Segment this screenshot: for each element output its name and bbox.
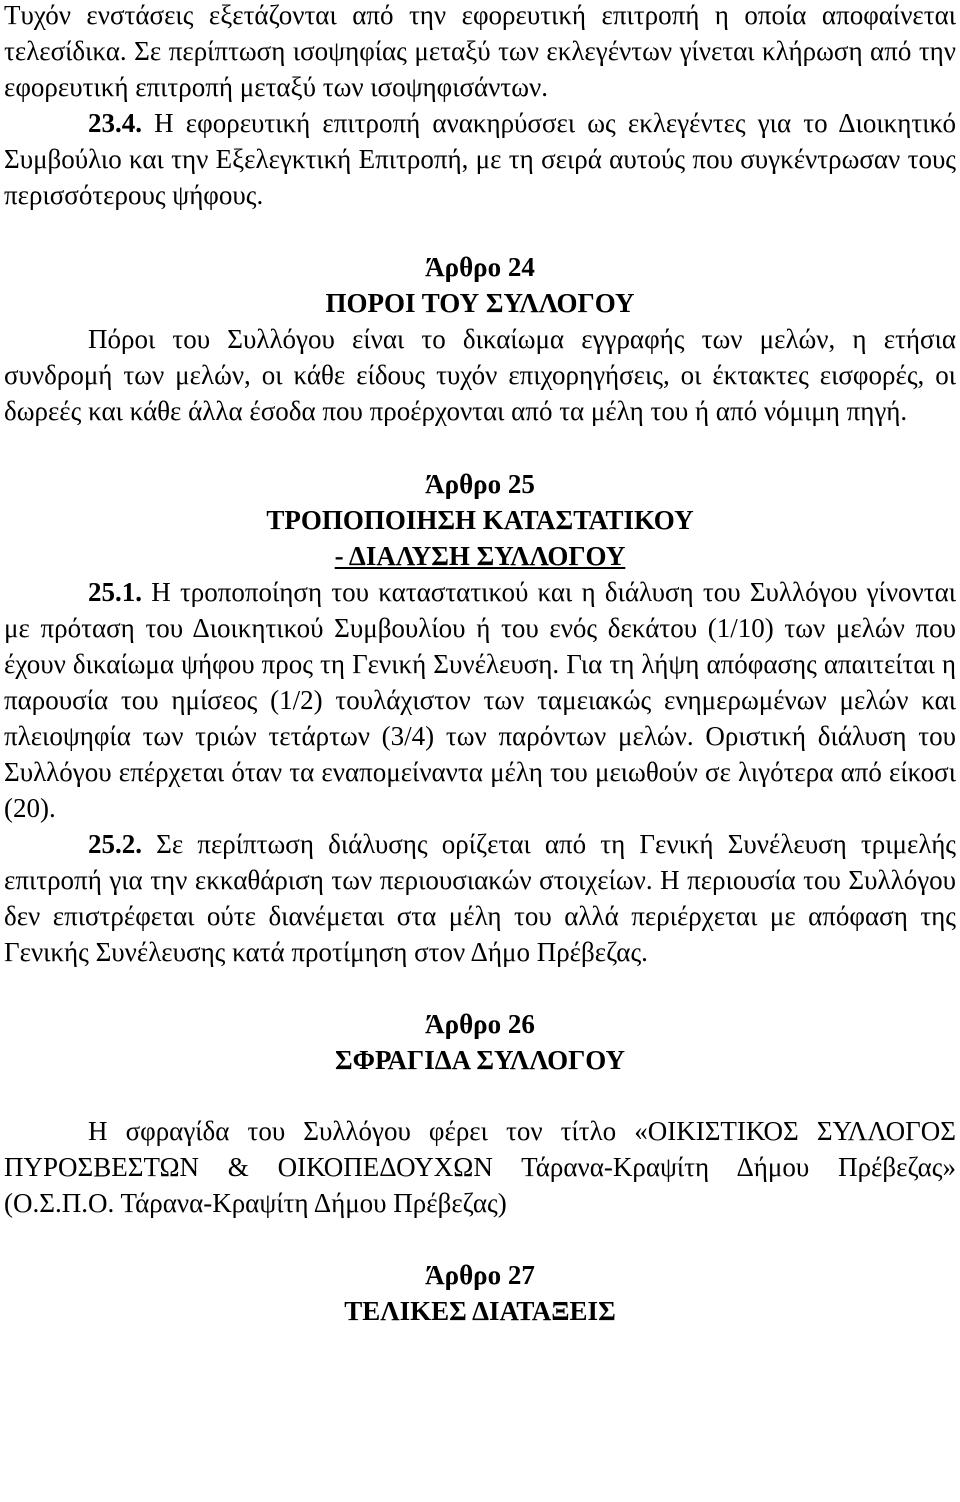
clause-text: Σε περίπτωση διάλυσης ορίζεται από τη Γενική Συνέλευση τριμελής επιτροπή για την εκκαθάριση των περιουσιακών στοιχείων. Η περιουσία του Συλλόγου δεν επιστρέφεται ούτε διανέμεται στα μέλη του αλλά περιέρχεται με απόφαση της Γενικής Συνέλευσης κατά προτίμηση στον Δήμο Πρέβεζας. (4, 829, 956, 967)
article-25-title-line2: - ΔΙΑΛΥΣΗ ΣΥΛΛΟΓΟΥ (334, 541, 626, 571)
article-27-title: ΤΕΛΙΚΕΣ ΔΙΑΤΑΞΕΙΣ (344, 1296, 616, 1326)
clause-number: 25.1. (88, 577, 142, 607)
article-26-heading: Άρθρο 26 (425, 1009, 535, 1039)
article-26-title: ΣΦΡΑΓΙΔΑ ΣΥΛΛΟΓΟΥ (334, 1045, 626, 1075)
article-24-text: Πόροι του Συλλόγου είναι το δικαίωμα εγγραφής των μελών, η ετήσια συνδρομή των μελών, οι κάθε είδους τυχόν επιχορηγήσεις, οι έκτακτες εισφορές, οι δωρεές και κάθε άλλα έσοδα που προέρχονται από τα μέλη του ή από νόμιμη πηγή. (4, 324, 956, 426)
paragraph-objections: Τυχόν ενστάσεις εξετάζονται από την εφορευτική επιτροπή η οποία αποφαίνεται τελεσίδικα. Σε περίπτωση ισοψηφίας μεταξύ των εκλεγέντων γίνεται κλήρωση από την εφορευτική επιτροπή μεταξύ των ισοψηφισάντων. (4, 0, 956, 102)
paragraph-25-1 (4, 574, 956, 826)
paragraph-23-4 (4, 105, 956, 213)
article-25-heading: Άρθρο 25 (425, 469, 535, 499)
article-27-heading: Άρθρο 27 (425, 1260, 535, 1290)
article-24-heading: Άρθρο 24 (425, 252, 535, 282)
paragraph-25-2 (4, 826, 956, 970)
clause-number: 23.4. (88, 108, 142, 138)
article-26-text: Η σφραγίδα του Συλλόγου φέρει τον τίτλο «ΟΙΚΙΣΤΙΚΟΣ ΣΥΛΛΟΓΟΣ ΠΥΡΟΣΒΕΣΤΩΝ & ΟΙΚΟΠΕΔΟΥΧΩΝ Τάρανα-Κραψίτη Δήμου Πρέβεζας» (Ο.Σ.Π.Ο. Τάρανα-Κραψίτη Δήμου Πρέβεζας) (4, 1116, 956, 1218)
article-25-title-line1: ΤΡΟΠΟΠΟΙΗΣΗ ΚΑΤΑΣΤΑΤΙΚΟΥ (266, 505, 694, 535)
article-24-title: ΠΟΡΟΙ ΤΟΥ ΣΥΛΛΟΓΟΥ (325, 288, 635, 318)
clause-text: Η εφορευτική επιτροπή ανακηρύσσει ως εκλεγέντες για το Διοικητικό Συμβούλιο και την Εξελεγκτική Επιτροπή, με τη σειρά αυτούς που συγκέντρωσαν τους περισσότερους ψήφους. (4, 108, 956, 210)
clause-number: 25.2. (88, 829, 142, 859)
clause-text: Η τροποποίηση του καταστατικού και η διάλυση του Συλλόγου γίνονται με πρόταση του Διοικητικού Συμβουλίου ή του ενός δεκάτου (1/10) των μελών που έχουν δικαίωμα ψήφου προς τη Γενική Συνέλευση. Για τη λήψη απόφασης απαιτείται η παρουσία του ημίσεος (1/2) τουλάχιστον των ταμειακώς ενημερωμένων μελών και πλειοψηφία των τριών τετάρτων (3/4) των παρόντων μελών. Οριστική διάλυση του Συλλόγου επέρχεται όταν τα εναπομείναντα μέλη του μειωθούν σε λιγότερα από είκοσι (20). (4, 577, 956, 823)
